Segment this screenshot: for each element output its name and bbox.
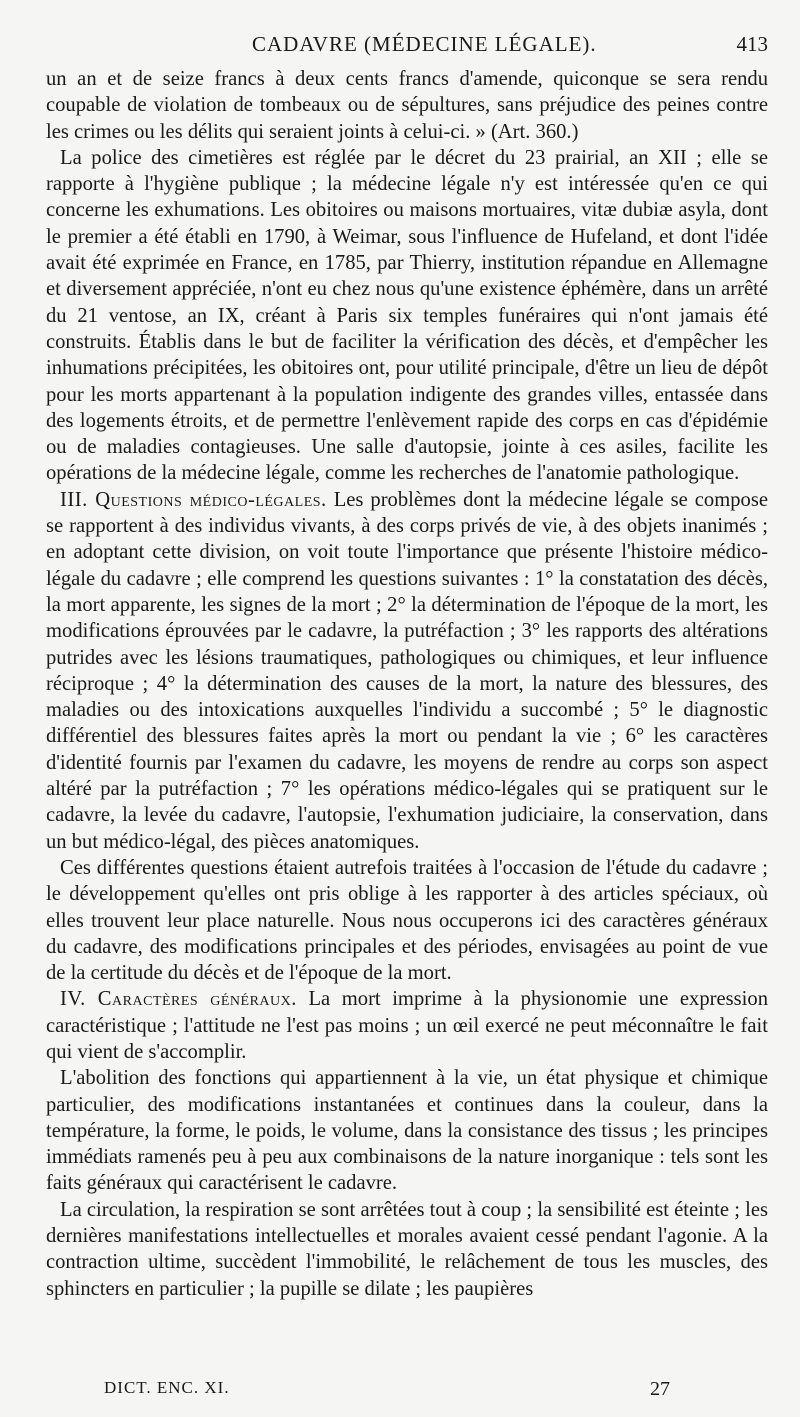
paragraph [46, 487, 768, 855]
running-head [46, 26, 768, 66]
sheet-number: 27 [650, 1378, 670, 1400]
body-text [46, 66, 768, 1302]
paragraph: L'abolition des fonctions qui appartiennent à la vie, un état physique et chimique particulier, des modifications instantanées et continues dans la couleur, dans la température, la forme, le poids, le volume, dans la consistance des tissus ; les principes immédiats ramenés peu à peu aux combinaisons de la nature inorganique : tels sont les faits généraux qui caractérisent le cadavre. [46, 1067, 768, 1195]
section-heading: III. Questions médico-légales. [60, 488, 327, 511]
paragraph-text: Les problèmes dont la médecine légale se compose se rapportent à des individus vivants, à des corps privés de vie, à des objets inanimés ; en adoptant cette division, on voit toute l'importance que présente l'histoire médico-légale du cadavre ; elle comprend les questions suivantes : 1° la constatation des décès, la mort apparente, les signes de la mort ; 2° la détermination de l'époque de la mort, les modifications éprouvées par le cadavre, la putréfaction ; 3° les rapports des altérations putrides avec les lésions traumatiques, pathologiques ou chimiques, et leur influence réciproque ; 4° la détermination des causes de la mort, la nature des blessures, des maladies ou des intoxications auxquelles l'individu a succombé ; 5° le diagnostic différentiel des blessures faites après la mort ou pendant la vie ; 6° les caractères d'identité fournis par l'examen du cadavre, les moyens de rendre au corps son aspect altéré par la putréfaction ; 7° les opérations médico-légales qui se pratiquent sur le cadavre, la levée du cadavre, l'autopsie, l'exhumation judiciaire, la conservation, dans un but médico-légal, des pièces anatomiques. [46, 488, 768, 853]
paragraph-text: La mort imprime à la physionomie une expression caractéristique ; l'attitude ne l'est pas moins ; un œil exercé ne peut méconnaître le fait qui vient de s'accomplir. [46, 988, 768, 1063]
running-title: CADAVRE (MÉDECINE LÉGALE). [252, 32, 597, 56]
paragraph: La police des cimetières est réglée par le décret du 23 prairial, an XII ; elle se rapporte à l'hygiène publique ; la médecine légale n'y est intéressée qu'en ce qui concerne les exhumations. Les obitoires ou maisons mortuaires, vitæ dubiæ asyla, dont le premier a été établi en 1790, à Weimar, sous l'influence de Hufeland, et dont l'idée avait été exprimée en France, en 1785, par Thierry, institution répandue en Allemagne et diversement appréciée, n'ont eu chez nous qu'une existence éphémère, dans un arrêté du 21 ventose, an IX, créant à Paris six temples funéraires qui n'ont jamais été construits. Établis dans le but de faciliter la vérification des décès, et d'empêcher les inhumations précipitées, les obitoires ont, pour utilité principale, d'être un lieu de dépôt pour les morts appartenant à la population indigente des grandes villes, entassée dans des logements étroits, et de permettre l'enlèvement rapide des corps en cas d'épidémie ou de maladies contagieuses. Une salle d'autopsie, jointe à ces asiles, facilite les opérations de la médecine légale, comme les recherches de l'anatomie pathologique. [46, 146, 768, 485]
page-number: 413 [736, 32, 768, 56]
paragraph: La circulation, la respiration se sont arrêtées tout à coup ; la sensibilité est éteinte ; les dernières manifestations intellectuelles et morales avaient cessé pendant l'agonie. A la contraction ultime, succèdent l'immobilité, le relâchement de tous les muscles, des sphincters en particulier ; la pupille se dilate ; les paupières [46, 1198, 768, 1300]
paragraph: un an et de seize francs à deux cents francs d'amende, quiconque se sera rendu coupable de violation de tombeaux ou de sépultures, sans préjudice des peines contre les crimes ou les délits qui seraient joints à celui-ci. » (Art. 360.) [46, 68, 768, 143]
paragraph [46, 986, 768, 1065]
signature-mark: DICT. ENC. XI. [104, 1378, 230, 1397]
paragraph: Ces différentes questions étaient autrefois traitées à l'occasion de l'étude du cadavre ; le développement qu'elles ont pris oblige à les rapporter à des articles spéciaux, où elles trouvent leur place naturelle. Nous nous occuperons ici des caractères généraux du cadavre, des modifications principales et des périodes, envisagées au point de vue de la certitude du décès et de l'époque de la mort. [46, 856, 768, 985]
section-heading: IV. Caractères généraux. [60, 988, 297, 1011]
